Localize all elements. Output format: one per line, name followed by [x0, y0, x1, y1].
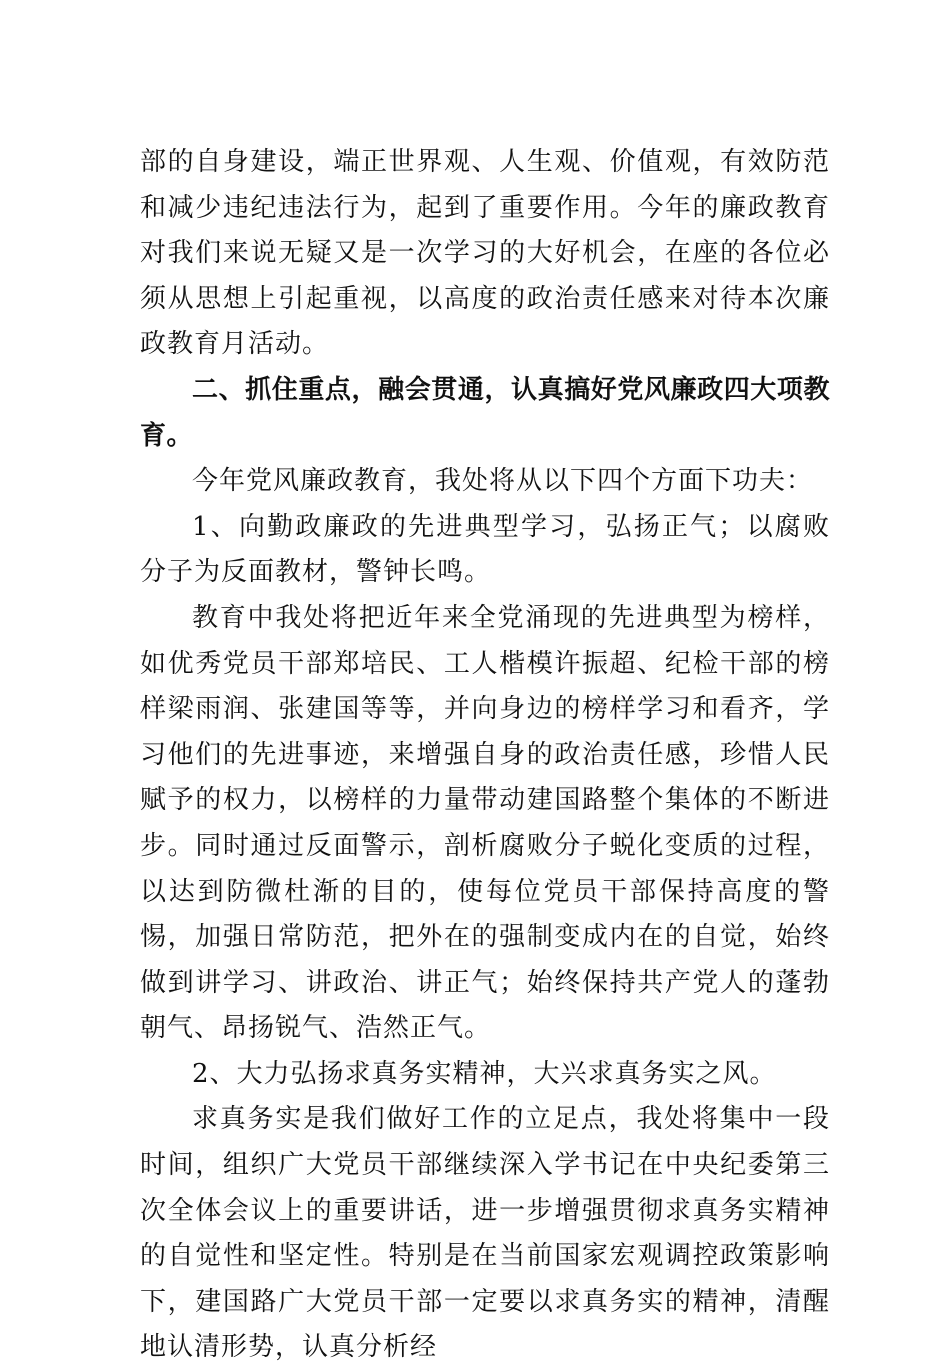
- paragraph-item-2-body: 求真务实是我们做好工作的立足点，我处将集中一段时间，组织广大党员干部继续深入学书记在中央纪委第三次全体会议上的重要讲话，进一步增强贯彻求真务实精神的自觉性和坚定性。特别是在当前国家宏观调控政策影响下，建国路广大党员干部一定要以求真务实的精神，清醒地认清形势，认真分析经: [140, 1104, 830, 1363]
- document-body: [140, 140, 830, 1371]
- paragraph-intro: 今年党风廉政教育，我处将从以下四个方面下功夫：: [192, 466, 814, 497]
- subheading-item-1: 1、向勤政廉政的先进典型学习，弘扬正气；以腐败分子为反面教材，警钟长鸣。: [140, 511, 830, 588]
- paragraph-continued-text: 部的自身建设，端正世界观、人生观、价值观，有效防范和减少违纪违法行为，起到了重要作用。今年的廉政教育对我们来说无疑又是一次学习的大好机会，在座的各位必须从思想上引起重视，以高度的政治责任感来对待本次廉政教育月活动。: [140, 147, 830, 360]
- paragraph-item-1-body: 教育中我处将把近年来全党涌现的先进典型为榜样，如优秀党员干部郑培民、工人楷模许振超、纪检干部的榜样梁雨润、张建国等等，并向身边的榜样学习和看齐，学习他们的先进事迹，来增强自身的政治责任感，珍惜人民赋予的权力，以榜样的力量带动建国路整个集体的不断进步。同时通过反面警示，剖析腐败分子蜕化变质的过程，以达到防微杜渐的目的，使每位党员干部保持高度的警惕，加强日常防范，把外在的强制变成内在的自觉，始终做到讲学习、讲政治、讲正气；始终保持共产党人的蓬勃朝气、昂扬锐气、浩然正气。: [140, 602, 830, 1044]
- section-heading-2: 二、抓住重点，融会贯通，认真搞好党风廉政四大项教育。: [140, 374, 830, 451]
- subheading-item-2: 2、大力弘扬求真务实精神，大兴求真务实之风。: [192, 1058, 777, 1089]
